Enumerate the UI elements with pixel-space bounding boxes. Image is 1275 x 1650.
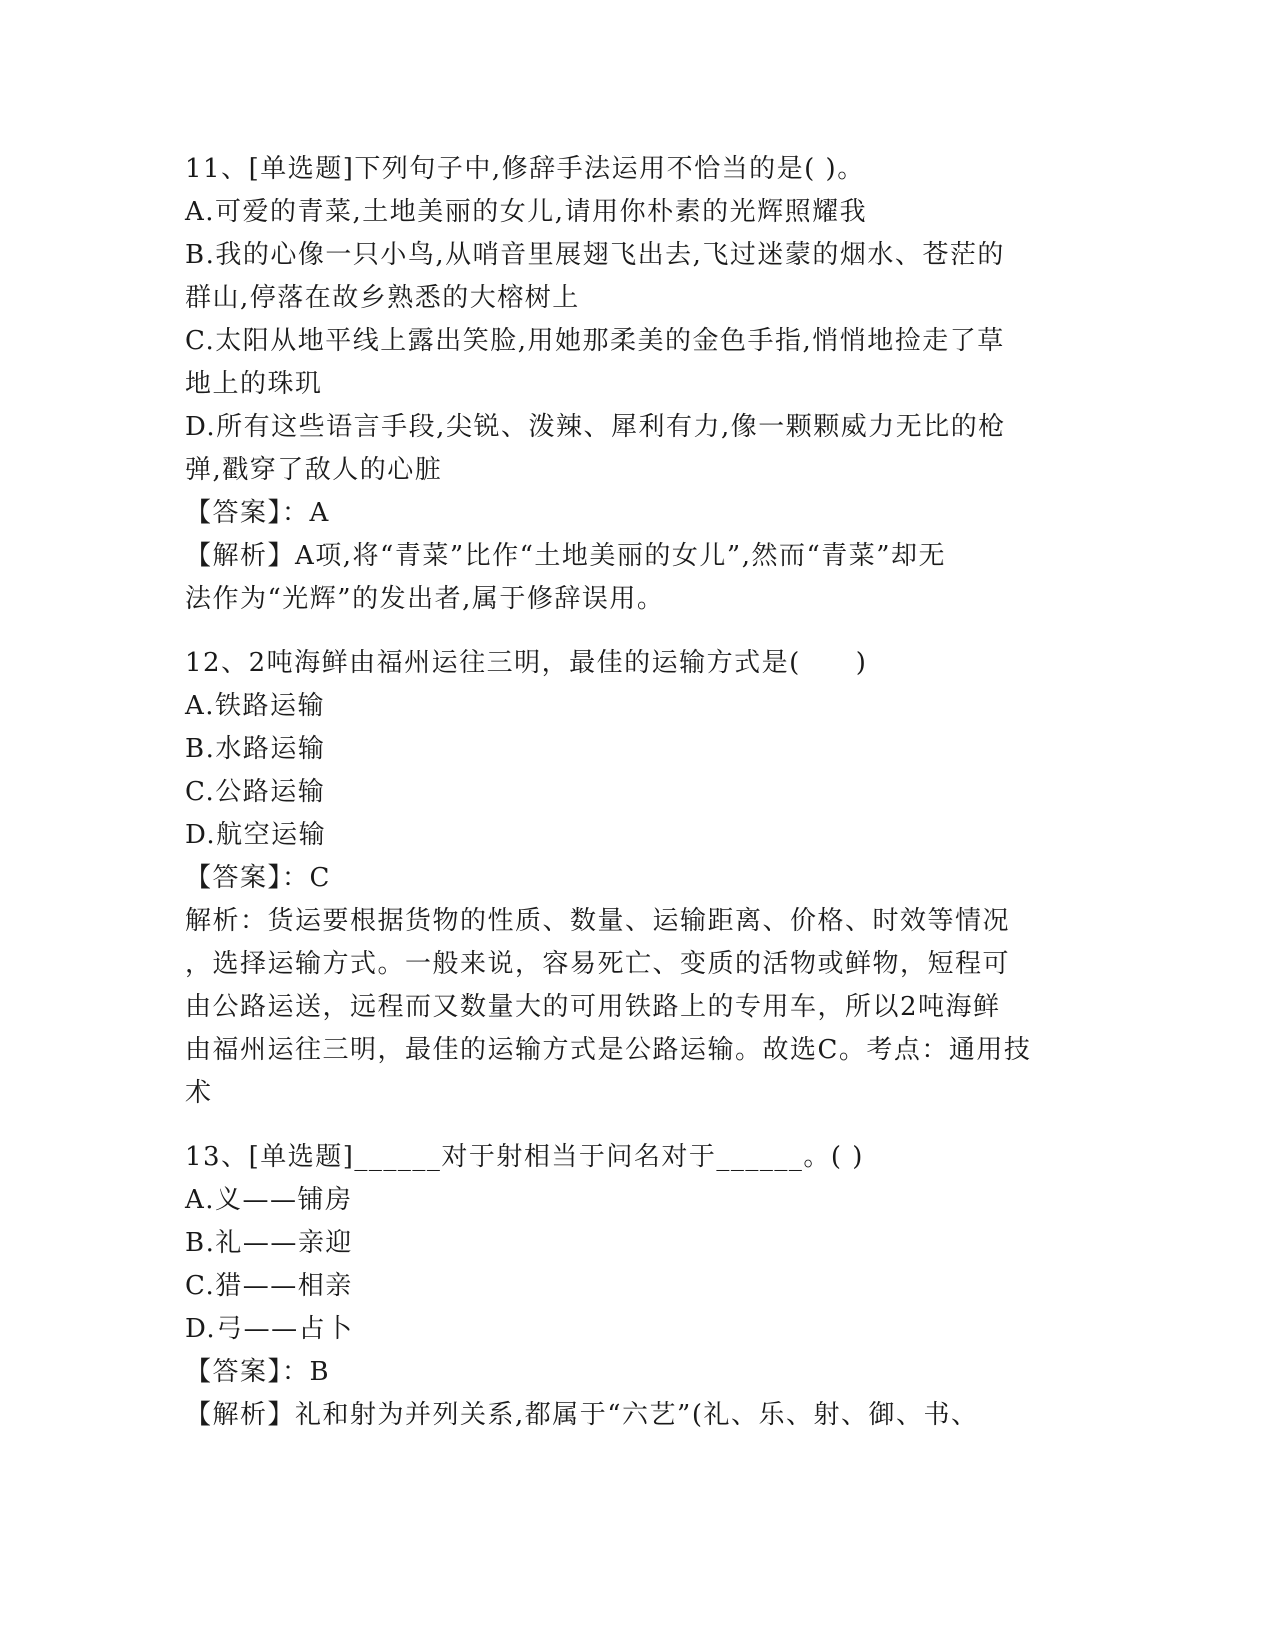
question-13-option-d: D.弓——占卜	[185, 1314, 354, 1344]
question-12-option-c: C.公路运输	[185, 777, 326, 807]
question-11-analysis-line2: 法作为“光辉”的发出者,属于修辞误用。	[185, 584, 665, 614]
question-11-stem: 11、[单选题]下列句子中,修辞手法运用不恰当的是( )。	[185, 154, 865, 184]
question-11	[185, 148, 1085, 621]
question-12-stem: 12、2吨海鲜由福州运往三明，最佳的运输方式是( )	[185, 648, 868, 678]
question-11-option-d-line1: D.所有这些语言手段,尖锐、泼辣、犀利有力,像一颗颗威力无比的枪	[185, 412, 1006, 442]
question-12-option-b: B.水路运输	[185, 734, 326, 764]
question-13-stem: 13、[单选题]______对于射相当于问名对于______。( )	[185, 1142, 864, 1172]
question-12-analysis-line3: 由公路运送，远程而又数量大的可用铁路上的专用车，所以2吨海鲜	[185, 992, 1001, 1022]
question-13-option-c: C.猎——相亲	[185, 1271, 353, 1301]
question-11-option-c-line1: C.太阳从地平线上露出笑脸,用她那柔美的金色手指,悄悄地捡走了草	[185, 326, 1005, 356]
question-13-answer: 【答案】：B	[185, 1357, 331, 1387]
question-13-option-a: A.义——铺房	[185, 1185, 353, 1215]
question-12-analysis-line1: 解析：货运要根据货物的性质、数量、运输距离、价格、时效等情况	[185, 906, 1011, 936]
question-12-option-d: D.航空运输	[185, 820, 327, 850]
question-11-analysis-line1: 【解析】A项,将“青菜”比作“土地美丽的女儿”,然而“青菜”却无	[185, 541, 947, 571]
question-12-answer: 【答案】：C	[185, 863, 331, 893]
question-12-analysis-line2: ，选择运输方式。一般来说，容易死亡、变质的活物或鲜物，短程可	[185, 949, 1011, 979]
question-12-analysis-line5: 术	[185, 1078, 213, 1108]
question-12	[185, 642, 1085, 1115]
document-content	[185, 148, 1085, 1437]
question-11-option-d-line2: 弹,戳穿了敌人的心脏	[185, 455, 443, 485]
question-12-option-a: A.铁路运输	[185, 691, 326, 721]
question-11-answer: 【答案】：A	[185, 498, 330, 528]
question-11-option-c-line2: 地上的珠玑	[185, 369, 323, 399]
question-11-option-b-line1: B.我的心像一只小鸟,从哨音里展翅飞出去,飞过迷蒙的烟水、苍茫的	[185, 240, 1005, 270]
question-spacer	[185, 621, 1085, 642]
question-13	[185, 1136, 1085, 1437]
question-13-option-b: B.礼——亲迎	[185, 1228, 353, 1258]
question-13-analysis-line1: 【解析】礼和射为并列关系,都属于“六艺”(礼、乐、射、御、书、	[185, 1400, 979, 1430]
question-11-option-b-line2: 群山,停落在故乡熟悉的大榕树上	[185, 283, 580, 313]
question-12-analysis-line4: 由福州运往三明，最佳的运输方式是公路运输。故选C。考点：通用技	[185, 1035, 1032, 1065]
question-spacer	[185, 1115, 1085, 1136]
question-11-option-a: A.可爱的青菜,土地美丽的女儿,请用你朴素的光辉照耀我	[185, 197, 868, 227]
